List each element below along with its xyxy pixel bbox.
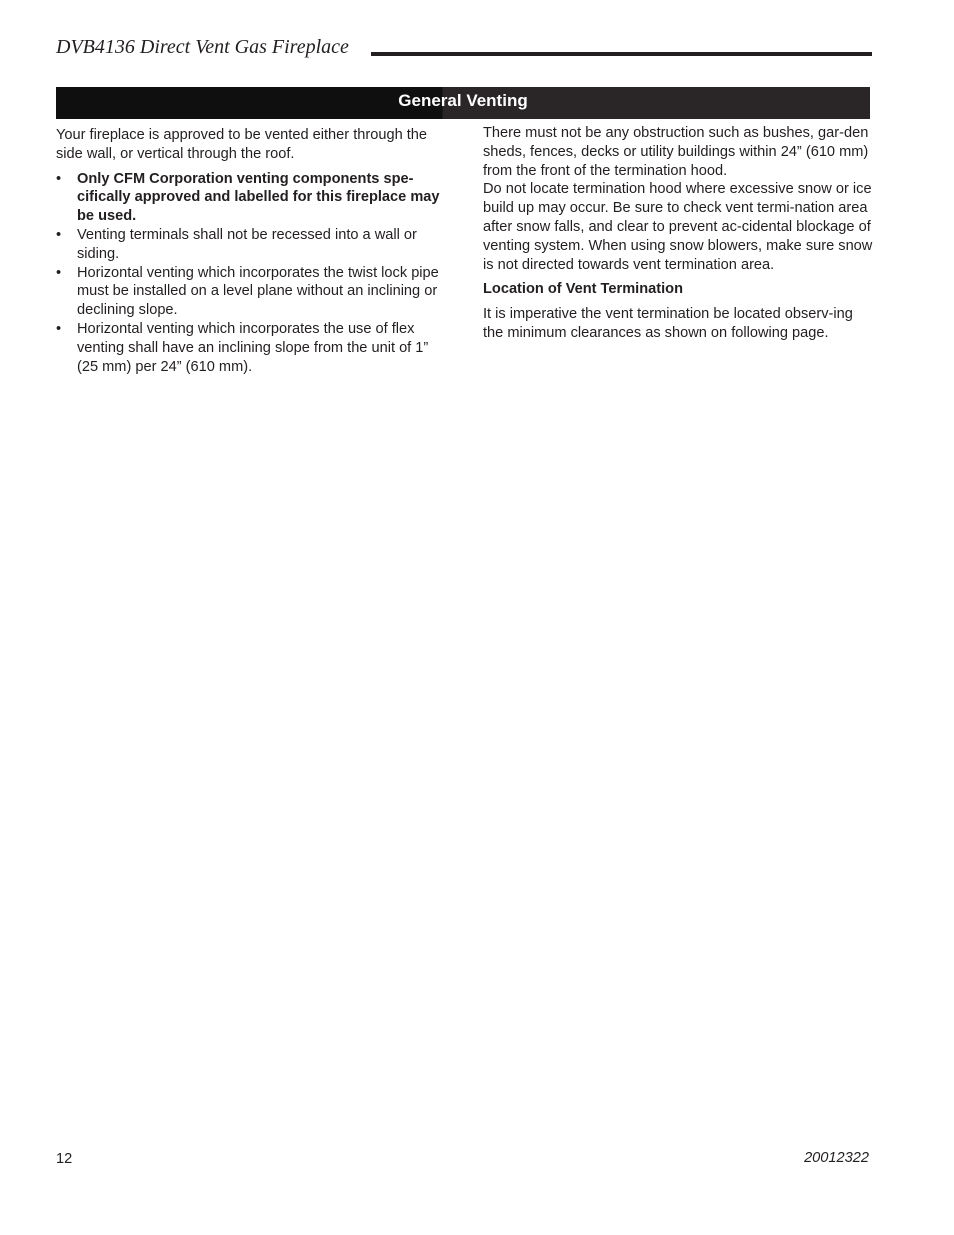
list-item	[56, 170, 446, 226]
bullet-text: Horizontal venting which incorporates the use of flex venting shall have an inclining slope from the unit of 1” (25 mm) per 24” (610 mm).	[77, 320, 429, 375]
left-column	[56, 126, 446, 376]
location-subheading: Location of Vent Termination	[483, 281, 683, 298]
header-rule	[371, 52, 872, 56]
bullet-text: Horizontal venting which incorporates the twist lock pipe must be installed on a level plane without an inclining or declining slope.	[77, 264, 439, 319]
obstruction-paragraph: There must not be any obstruction such as bushes, gar-den sheds, fences, decks or utility buildings within 24” (610 mm) from the front of the termination hood.	[483, 125, 869, 179]
bullet-marker: •	[56, 320, 62, 337]
section-title: General Venting	[398, 91, 528, 110]
bullet-text: Only CFM Corporation venting components spe-cifically approved and labelled for this fireplace may be used.	[77, 170, 440, 225]
bullet-marker: •	[56, 170, 62, 187]
page-number: 12	[56, 1151, 73, 1167]
bullet-marker: •	[56, 264, 62, 281]
list-item	[56, 264, 446, 320]
location-paragraph: It is imperative the vent termination be located observ-ing the minimum clearances as shown on following page.	[483, 306, 853, 341]
venting-rules-list	[56, 170, 446, 377]
snow-paragraph: Do not locate termination hood where excessive snow or ice build up may occur. Be sure to check vent termi-nation area after snow falls, and clear to prevent ac-cidental blockage of venting system. When using snow blowers, make sure snow is not directed towards vent termination area.	[483, 181, 873, 273]
section-header-bar	[56, 87, 870, 119]
document-title: DVB4136 Direct Vent Gas Fireplace	[56, 36, 349, 58]
list-item	[56, 320, 446, 376]
intro-paragraph: Your fireplace is approved to be vented either through the side wall, or vertical through the roof.	[56, 127, 428, 162]
list-item	[56, 226, 446, 264]
document-number: 20012322	[804, 1150, 869, 1166]
bullet-text: Venting terminals shall not be recessed into a wall or siding.	[77, 226, 417, 262]
right-column	[483, 124, 873, 343]
bullet-marker: •	[56, 226, 62, 243]
